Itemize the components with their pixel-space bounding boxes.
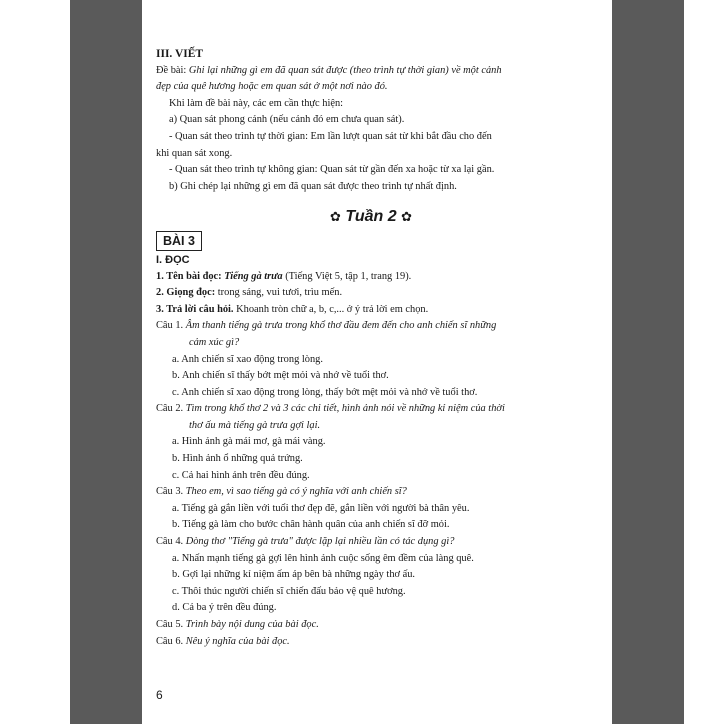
writing-intro: Khi làm đề bài này, các em cần thực hiện: xyxy=(169,97,344,109)
question-number: Câu 3. xyxy=(156,486,186,498)
scan-border-left xyxy=(70,0,142,724)
answer-option: b. Tiếng gà làm cho bước chân hành quân của anh chiến sĩ đỡ mỏi. xyxy=(172,519,450,531)
writing-step-b: b) Ghi chép lại những gì em đã quan sát được theo trình tự nhất định. xyxy=(169,180,457,192)
answer-option: b. Gợi lại những kỉ niệm ấm áp bên bà những ngày thơ ấu. xyxy=(172,569,416,581)
question-text: Câu 5. Trình bày nội dung của bài đọc. xyxy=(156,619,319,630)
question-number: Câu 4. xyxy=(156,536,186,548)
page-number: 6 xyxy=(156,688,163,702)
answer-option: a. Nhấn mạnh tiếng gà gợi lên hình ảnh cuộc sống êm đềm của làng quê. xyxy=(172,552,474,564)
writing-step-time-2: khi quan sát xong. xyxy=(156,147,233,159)
question-number: Câu 6. xyxy=(156,635,186,647)
book-page xyxy=(142,0,612,724)
writing-prompt xyxy=(156,63,586,80)
answer-option: d. Cả ba ý trên đều đúng. xyxy=(172,602,277,614)
question-text: cảm xúc gì? xyxy=(189,336,240,348)
answer-option: c. Cả hai hình ảnh trên đều đúng. xyxy=(172,469,310,481)
flower-icon: ✿ xyxy=(401,209,412,225)
question-list xyxy=(156,318,586,650)
answer-option: b. Hình ảnh ổ những quả trứng. xyxy=(172,453,303,465)
reading-title: Tiếng gà trưa xyxy=(224,270,283,282)
answer-option: a. Tiếng gà gắn liền với tuổi thơ đẹp đẽ, gắn liền với người bà thân yêu. xyxy=(172,502,470,514)
question-text: Câu 6. Nêu ý nghĩa của bài đọc. xyxy=(156,635,290,647)
answer-option: a. Anh chiến sĩ xao động trong lòng. xyxy=(172,353,323,365)
page-content xyxy=(156,46,586,650)
answer-option: b. Anh chiến sĩ thấy bớt mệt mỏi và nhớ về tuổi thơ. xyxy=(172,370,389,382)
lesson-label: BÀI 3 xyxy=(156,231,202,251)
item-reading-voice: 2. Giọng đọc: trong sáng, vui tươi, trìu mến. xyxy=(156,287,343,299)
flower-icon: ✿ xyxy=(330,209,341,225)
answer-option: c. Thôi thúc người chiến sĩ chiến đấu bảo vệ quê hương. xyxy=(172,585,406,597)
writing-step-time-1: - Quan sát theo trình tự thời gian: Em lần lượt quan sát từ khi bắt đầu cho đến xyxy=(169,130,492,142)
scan-border-right xyxy=(612,0,684,724)
answer-option: a. Hình ảnh gà mái mơ, gà mái vàng. xyxy=(172,436,326,448)
question-text: Câu 4. Dòng thơ "Tiếng gà trưa" được lặp lại nhiều lần có tác dụng gì? xyxy=(156,536,455,548)
week-label: Tuần 2 xyxy=(345,208,397,226)
question-number: Câu 5. xyxy=(156,619,186,630)
prompt-text-1: Ghi lại những gì em đã quan sát được (theo trình tự thời gian) về một cảnh xyxy=(188,64,502,76)
writing-step-a: a) Quan sát phong cảnh (nếu cảnh đó em chưa quan sát). xyxy=(169,114,405,126)
answer-option: c. Anh chiến sĩ xao động trong lòng, thấy bớt mệt mỏi và nhớ về tuổi thơ. xyxy=(172,386,478,398)
question-number: Câu 2. xyxy=(156,403,186,415)
prompt-text-2: đẹp của quê hương hoặc em quan sát ở một nơi nào đó. xyxy=(156,81,388,93)
week-title xyxy=(156,207,586,227)
writing-step-space: - Quan sát theo trình tự không gian: Quan sát từ gần đến xa hoặc từ xa lại gần. xyxy=(169,164,495,176)
item-reading-title: 1. Tên bài đọc: Tiếng gà trưa (Tiếng Việt 5, tập 1, trang 19). xyxy=(156,270,412,282)
reading-heading: I. ĐỌC xyxy=(156,253,190,266)
item-answer-instructions: 3. Trả lời câu hỏi. Khoanh tròn chữ a, b, c,... ở ý trả lời em chọn. xyxy=(156,303,429,315)
question-number: Câu 1. xyxy=(156,320,186,332)
question-text: Câu 3. Theo em, vì sao tiếng gà có ý nghĩa với anh chiến sĩ? xyxy=(156,486,407,498)
question-text: Câu 2. Tìm trong khổ thơ 2 và 3 các chi tiết, hình ảnh nói về những kỉ niệm của thời xyxy=(156,403,505,415)
question-text: thơ ấu mà tiếng gà trưa gợi lại. xyxy=(189,419,321,431)
writing-section-heading: III. VIẾT xyxy=(156,48,204,60)
prompt-label: Đề bài: xyxy=(156,64,189,76)
question-text: Câu 1. Âm thanh tiếng gà trưa trong khổ thơ đầu đem đến cho anh chiến sĩ những xyxy=(156,320,497,332)
